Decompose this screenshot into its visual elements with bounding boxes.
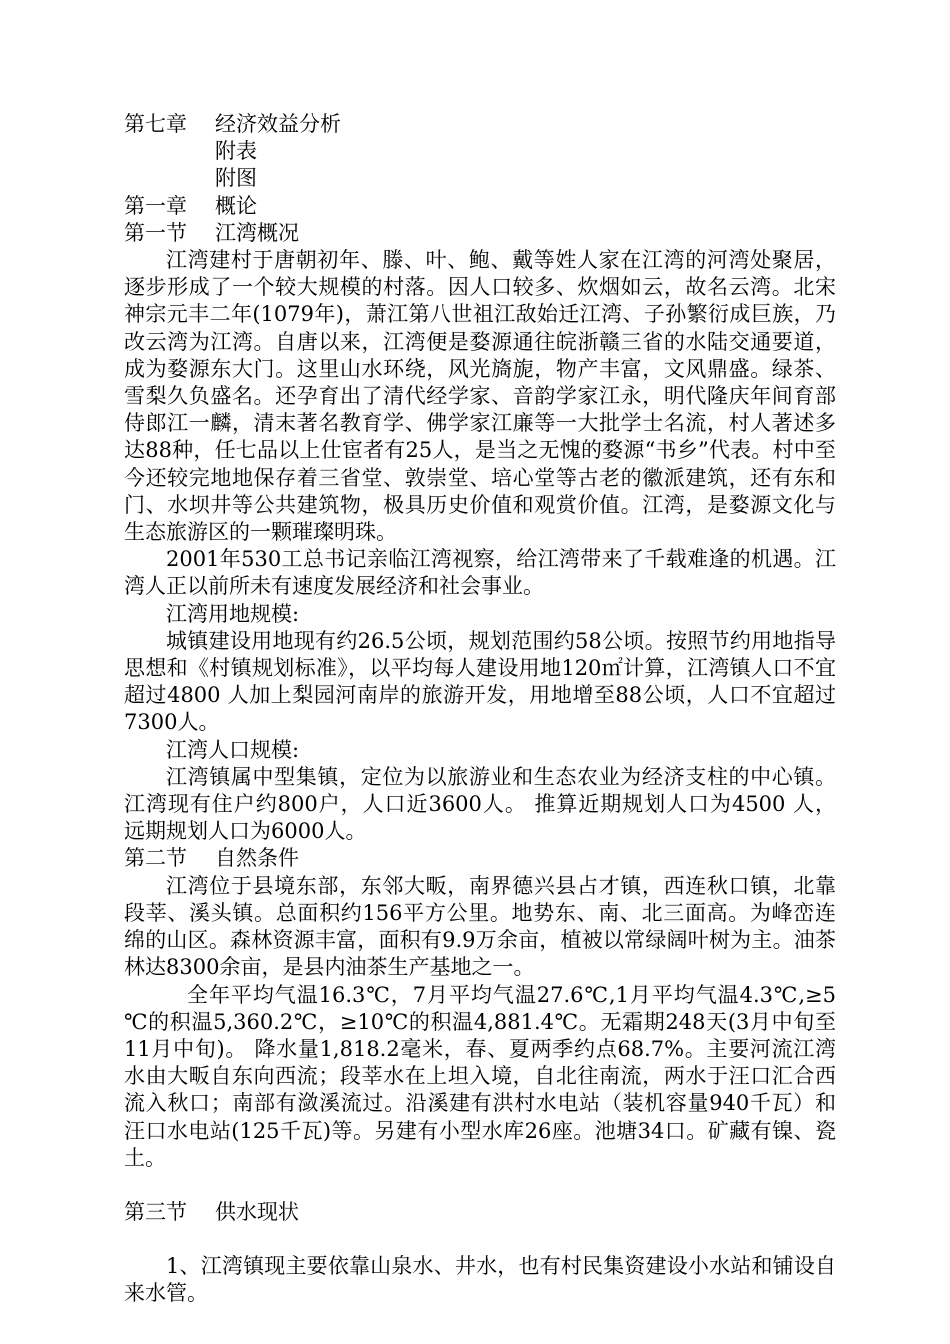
land-scale-label: 江湾用地规模: <box>166 601 300 626</box>
toc-chapter-7-title: 经济效益分析 <box>215 112 341 136</box>
climate-text: 全年平均气温16.3℃，7月平均气温27.6℃,1月平均气温4.3℃,≥5 ℃的积温5,360.2℃，≥10℃的积温4,881.4℃。无霜期248天(3月中旬至11月中旬)。 降水量1,818.2毫米，春、夏两季约点68.7%。主要河流江湾水由大畈自东向西流；段莘水在上坦入境，自北往南流，两水于汪口汇合西流入秋口；南部有潋溪流过。沿溪建有洪村水电站（装机容量940千瓦）和汪口水电站(125千瓦)等。另建有小型水库26座。池塘34口。矿藏有镍、瓷土。 <box>124 982 836 1170</box>
section-1-paragraph-visit: 2001年530工总书记亲临江湾视察，给江湾带来了千载难逢的机遇。江湾人正以前所未有速度发展经济和社会事业。 <box>124 547 836 599</box>
section-1-number: 第一节 <box>124 220 187 245</box>
water-supply-item-1: 1、江湾镇现主要依靠山泉水、井水，也有村民集资建设小水站和铺设自来水管。 <box>124 1254 836 1306</box>
section-3-title: 供水现状 <box>215 1199 299 1224</box>
land-scale-text: 城镇建设用地现有约26.5公顷，规划范围约58公顷。按照节约用地指导思想和《村镇规划标准》，以平均每人建设用地120㎡计算，江湾镇人口不宜超过4800 人加上梨园河南岸的旅游开发，用地增至88公顷，人口不宜超过7300人。 <box>124 628 836 735</box>
document-page <box>124 111 836 1308</box>
chapter-1-heading <box>124 193 836 220</box>
section-1-title: 江湾概况 <box>215 220 299 245</box>
geography-text: 江湾位于县境东部，东邻大畈，南界德兴县占才镇，西连秋口镇，北靠段莘、溪头镇。总面积约156平方公里。地势东、南、北三面高。为峰峦连绵的山区。森林资源丰富，面积有9.9万余亩，植被以常绿阔叶树为主。油茶林达8300余亩，是县内油茶生产基地之一。 <box>124 873 836 980</box>
chapter-1-title: 概论 <box>215 193 257 218</box>
section-1-heading <box>124 220 836 247</box>
toc-appendix-figure: 附图 <box>215 166 257 191</box>
section-3-number: 第三节 <box>124 1199 187 1224</box>
toc-appendix-table: 附表 <box>215 139 257 164</box>
toc-chapter-7-number: 第七章 <box>124 112 187 136</box>
toc-chapter-7 <box>124 111 836 138</box>
spacer <box>124 1172 836 1199</box>
section-3-heading <box>124 1199 836 1226</box>
section-2-heading <box>124 845 836 872</box>
spacer <box>124 1226 836 1253</box>
population-scale-text: 江湾镇属中型集镇，定位为以旅游业和生态农业为经济支柱的中心镇。江湾现有住户约800户，人口近3600人。 推算近期规划人口为4500 人， 远期规划人口为6000人。 <box>124 764 836 844</box>
section-1-paragraph-history: 江湾建村于唐朝初年、滕、叶、鲍、戴等姓人家在江湾的河湾处聚居，逐步形成了一个较大规模的村落。因人口较多、炊烟如云，故名云湾。北宋神宗元丰二年(1079年)，萧江第八世祖江敌始迁江湾、子孙繁衍成巨族，乃改云湾为江湾。自唐以来，江湾便是婺源通往皖浙赣三省的水陆交通要道，成为婺源东大门。这里山水环绕，风光旖旎，物产丰富，文风鼎盛。绿茶、雪梨久负盛名。还孕育出了清代经学家、音韵学家江永，明代隆庆年间育部侍郎江一麟，清末著名教育学、佛学家江廉等一大批学士名流，村人著述多达88种，任七品以上仕宦者有25人，是当之无愧的婺源“书乡”代表。村中至今还较完地地保存着三省堂、敦崇堂、培心堂等古老的徽派建筑，还有东和门、水坝井等公共建筑物，极具历史价值和观赏价值。江湾，是婺源文化与生态旅游区的一颗璀璨明珠。 <box>124 248 836 545</box>
section-2-title: 自然条件 <box>215 846 299 871</box>
population-scale-label: 江湾人口规模: <box>166 737 300 762</box>
chapter-1-number: 第一章 <box>124 193 187 218</box>
section-2-number: 第二节 <box>124 846 187 871</box>
